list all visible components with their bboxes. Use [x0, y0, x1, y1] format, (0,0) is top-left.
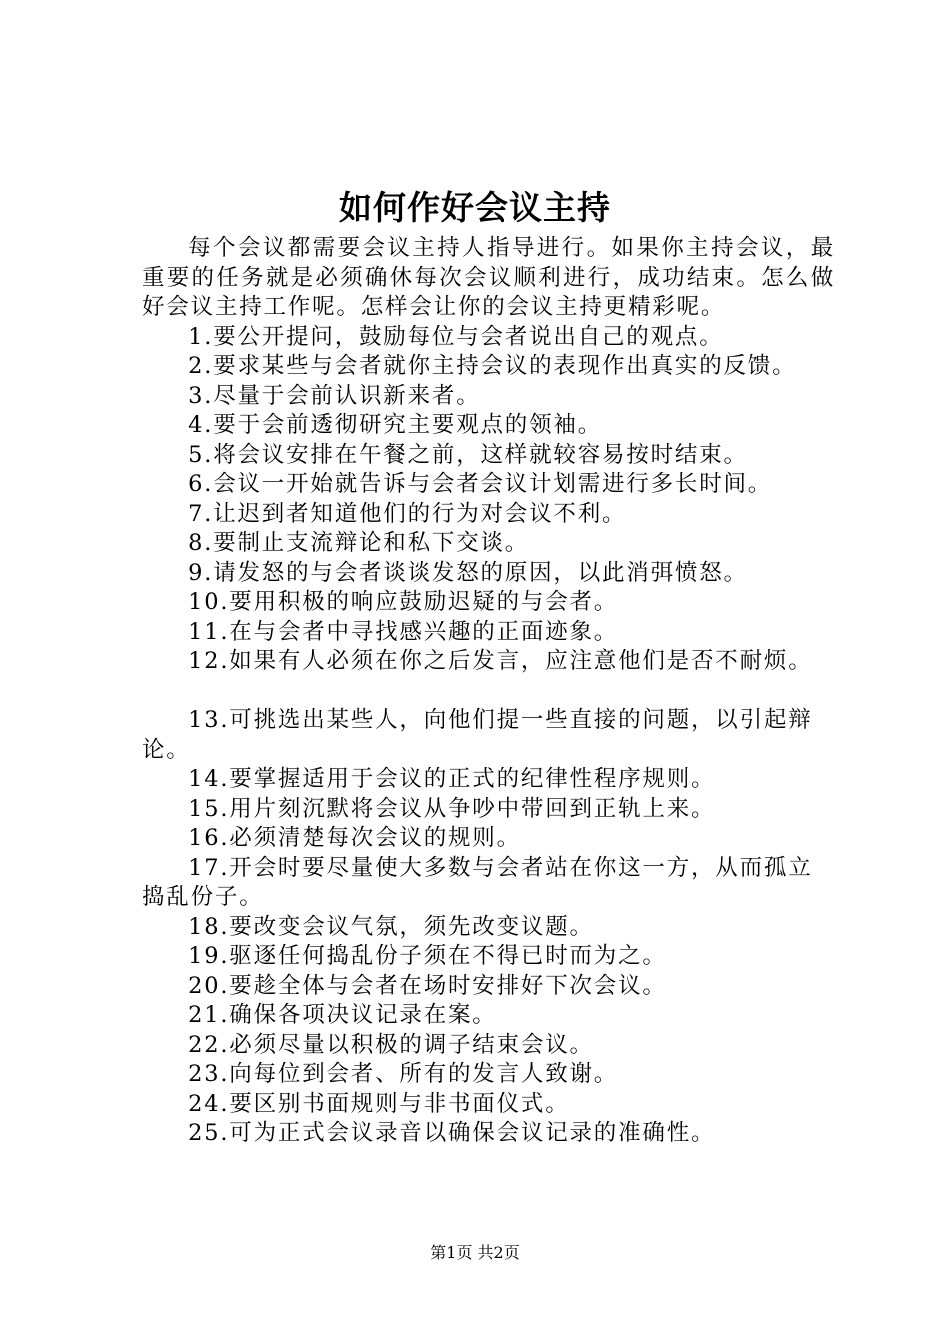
- list-item: 2.要求某些与会者就你主持会议的表现作出真实的反馈。: [188, 353, 797, 379]
- blank-line: [142, 677, 835, 707]
- list-item: 13.可挑选出某些人，向他们提一些直接的问题，以引起辩论。: [142, 707, 813, 763]
- list-item: 1.要公开提问，鼓励每位与会者说出自己的观点。: [188, 323, 724, 350]
- list-item: 7.让迟到者知道他们的行为对会议不利。: [188, 500, 627, 527]
- list-item: 6.会议一开始就告诉与会者会议计划需进行多长时间。: [188, 471, 773, 497]
- list-item: 25.可为正式会议录音以确保会议记录的准确性。: [188, 1120, 716, 1146]
- list-item: 21.确保各项决议记录在案。: [188, 1002, 497, 1028]
- list-item: 11.在与会者中寻找感兴趣的正面迹象。: [188, 618, 619, 645]
- list-item: 17.开会时要尽量使大多数与会者站在你这一方，从而孤立捣乱份子。: [142, 854, 813, 910]
- list-item: 3.尽量于会前认识新来者。: [188, 382, 481, 409]
- page-footer: 第1页 共2页: [430, 1243, 520, 1262]
- list-item: 8.要制止支流辩论和私下交谈。: [188, 530, 530, 556]
- list-item: 22.必须尽量以积极的调子结束会议。: [188, 1031, 594, 1058]
- list-item: 9.请发怒的与会者谈谈发怒的原因，以此消弭愤怒。: [188, 559, 748, 586]
- list-item: 16.必须清楚每次会议的规则。: [188, 825, 521, 851]
- list-item: 15.用片刻沉默将会议从争吵中带回到正轨上来。: [188, 795, 716, 822]
- list-item: 10.要用积极的响应鼓励迟疑的与会者。: [188, 589, 619, 615]
- list-item: 20.要趁全体与会者在场时安排好下次会议。: [188, 972, 667, 999]
- list-item: 4.要于会前透彻研究主要观点的领袖。: [188, 412, 602, 438]
- list-item: 19.驱逐任何捣乱份子须在不得已时而为之。: [188, 943, 667, 969]
- intro-paragraph: 每个会议都需要会议主持人指导进行。如果你主持会议，最重要的任务就是必须确休每次会议顺利进行，成功结束。怎么做好会议主持工作呢。怎样会让你的会议主持更精彩呢。: [142, 235, 835, 320]
- document-body: [142, 234, 835, 1149]
- list-item: 23.向每位到会者、所有的发言人致谢。: [188, 1061, 619, 1087]
- document-title: 如何作好会议主持: [339, 188, 611, 227]
- list-item: 5.将会议安排在午餐之前，这样就较容易按时结束。: [188, 441, 748, 468]
- list-item: 18.要改变会议气氛，须先改变议题。: [188, 913, 594, 940]
- list-item: 14.要掌握适用于会议的正式的纪律性程序规则。: [188, 766, 716, 792]
- list-item: 12.如果有人必须在你之后发言，应注意他们是否不耐烦。: [188, 648, 813, 674]
- list-item: 24.要区别书面规则与非书面仪式。: [188, 1090, 570, 1117]
